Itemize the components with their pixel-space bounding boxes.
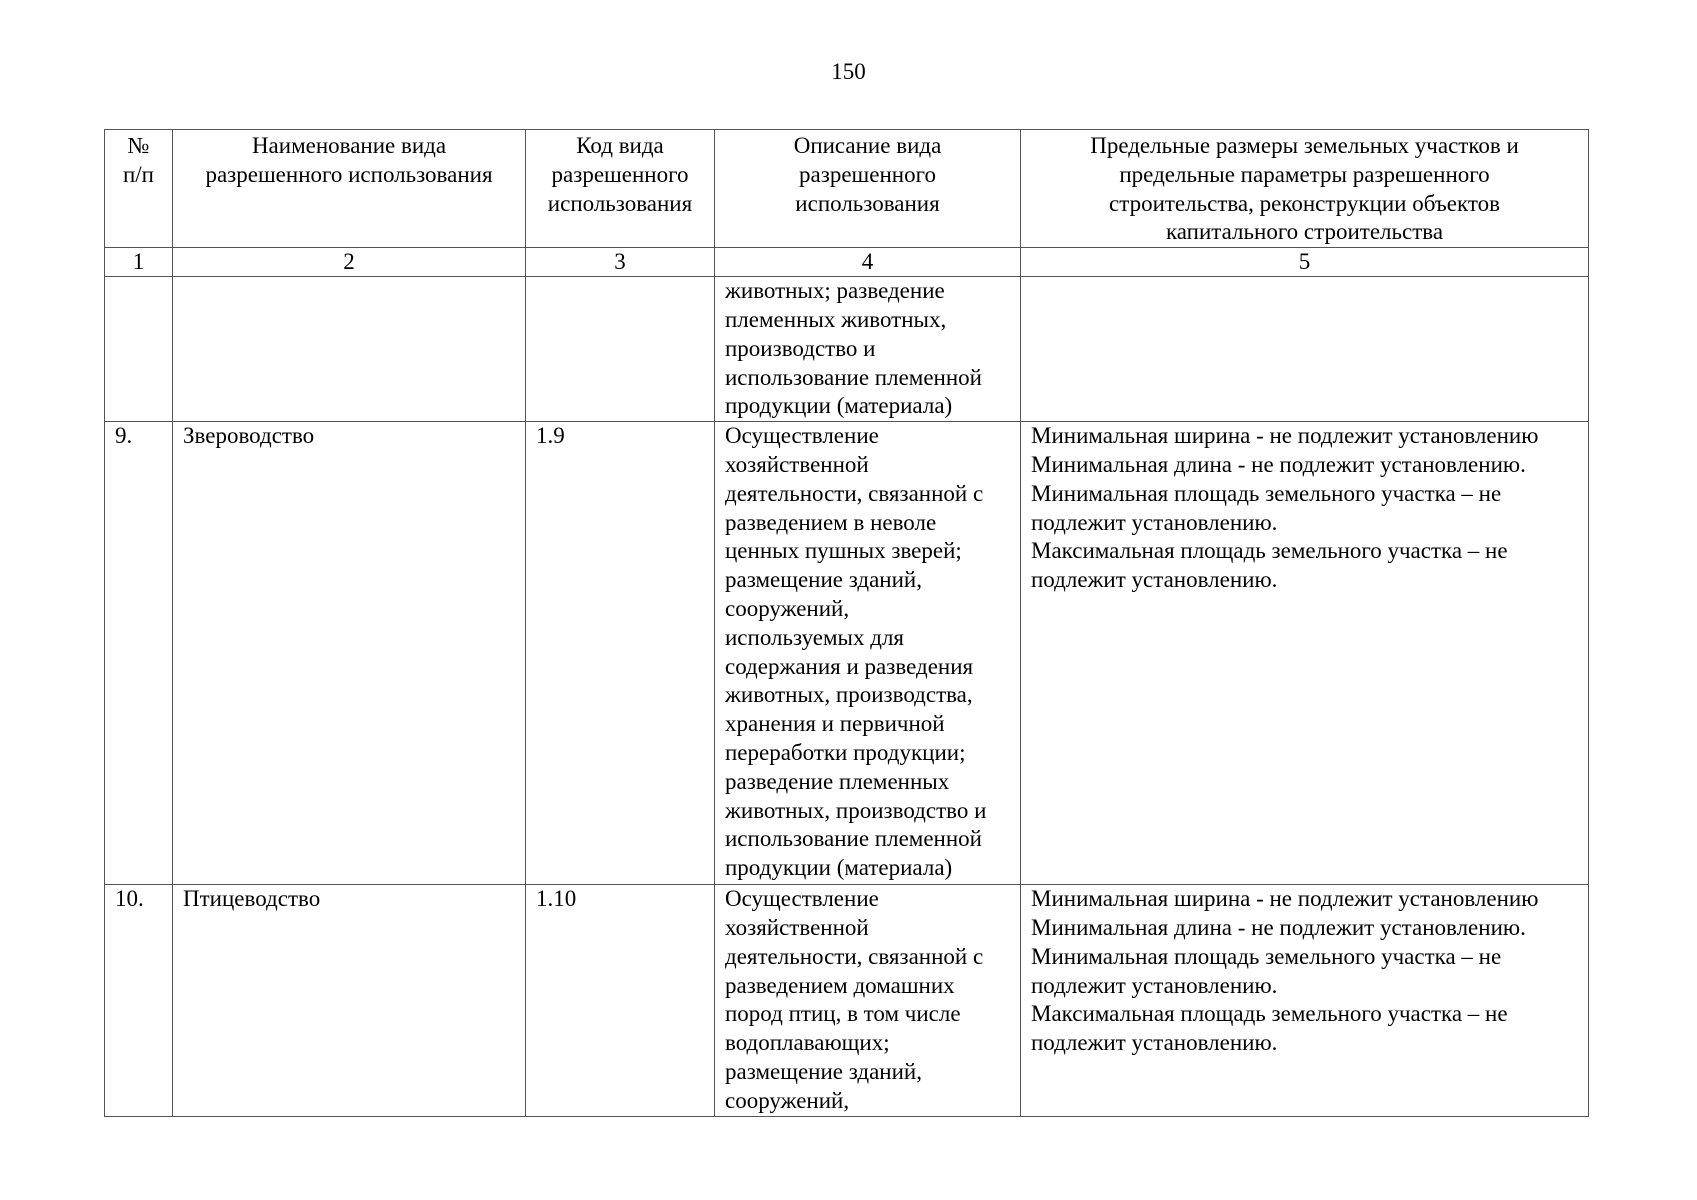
description-line: Осуществление xyxy=(725,886,879,912)
description-line: сооружений, xyxy=(725,595,850,621)
row-use-code: 1.9 xyxy=(526,422,715,885)
column-number: 3 xyxy=(526,248,715,277)
row-number: 9. xyxy=(105,422,173,885)
header-line: разрешенного xyxy=(799,161,936,187)
limits-line: Минимальная площадь земельного участка – не xyxy=(1031,480,1502,506)
header-line: капитального строительства xyxy=(1165,219,1444,245)
row-limits xyxy=(1021,277,1589,422)
description-line: переработки продукции; xyxy=(725,739,966,765)
header-line: Предельные размеры земельных участков и xyxy=(1090,133,1519,158)
header-use-name xyxy=(173,130,526,248)
header-line: Наименование вида xyxy=(251,133,447,158)
table-row xyxy=(105,885,1589,1116)
description-line: хозяйственной xyxy=(725,914,869,940)
row-description xyxy=(715,277,1021,422)
description-line: разведением домашних xyxy=(725,972,955,998)
description-line: племенных животных, xyxy=(725,306,947,332)
limits-line: Минимальная длина - не подлежит установлению. xyxy=(1031,451,1526,477)
header-use-description xyxy=(715,130,1021,248)
column-number: 2 xyxy=(173,248,526,277)
description-line: разведением в неволе xyxy=(725,509,937,535)
description-line: ценных пушных зверей; xyxy=(725,538,962,564)
description-line: продукции (материала) xyxy=(725,855,953,881)
limits-line: Максимальная площадь земельного участка – не xyxy=(1031,538,1508,564)
description-line: разведение племенных xyxy=(725,768,950,794)
description-line: хозяйственной xyxy=(725,451,869,477)
description-line: животных, производство и xyxy=(725,797,987,823)
row-use-code: 1.10 xyxy=(526,885,715,1116)
column-number: 1 xyxy=(105,248,173,277)
header-line: использования xyxy=(547,190,693,216)
row-number xyxy=(105,277,173,422)
row-use-code xyxy=(526,277,715,422)
row-limits xyxy=(1021,885,1589,1116)
limits-line: подлежит установлению. xyxy=(1031,567,1278,593)
limits-line: Минимальная длина - не подлежит установлению. xyxy=(1031,914,1526,940)
row-use-name xyxy=(173,277,526,422)
description-line: содержания и разведения xyxy=(725,653,974,679)
limits-line: подлежит установлению. xyxy=(1031,972,1278,998)
description-line: деятельности, связанной с xyxy=(725,943,984,969)
limits-line: Минимальная площадь земельного участка – не xyxy=(1031,943,1502,969)
description-line: хранения и первичной xyxy=(725,711,945,737)
description-line: размещение зданий, xyxy=(725,1058,922,1084)
row-limits xyxy=(1021,422,1589,885)
limits-line: Максимальная площадь земельного участка – не xyxy=(1031,1001,1508,1027)
column-number: 4 xyxy=(715,248,1021,277)
column-number-row xyxy=(105,248,1589,277)
table-row xyxy=(105,422,1589,885)
header-line: строительства, реконструкции объектов xyxy=(1109,190,1500,216)
header-line: предельные параметры разрешенного xyxy=(1119,161,1490,187)
row-description xyxy=(715,422,1021,885)
description-line: используемых для xyxy=(725,624,905,650)
description-line: Осуществление xyxy=(725,423,879,449)
row-use-name: Птицеводство xyxy=(173,885,526,1116)
description-line: деятельности, связанной с xyxy=(725,480,984,506)
limits-line: Минимальная ширина - не подлежит установлению xyxy=(1031,886,1539,912)
description-line: производство и xyxy=(725,335,876,361)
limits-line: подлежит установлению. xyxy=(1031,509,1278,535)
header-line: Код вида xyxy=(576,133,664,158)
table-header-row xyxy=(105,130,1589,248)
limits-line: Минимальная ширина - не подлежит установлению xyxy=(1031,423,1539,449)
page-number: 150 xyxy=(831,59,866,84)
description-line: пород птиц, в том числе xyxy=(725,1001,961,1027)
row-number: 10. xyxy=(105,885,173,1116)
header-number xyxy=(105,130,173,248)
column-number: 5 xyxy=(1021,248,1589,277)
description-line: размещение зданий, xyxy=(725,567,922,593)
row-use-name: Звероводство xyxy=(173,422,526,885)
header-line: Описание вида xyxy=(793,133,942,158)
header-line: разрешенного xyxy=(551,161,689,187)
header-line: № xyxy=(127,133,150,158)
description-line: животных, производства, xyxy=(725,682,973,708)
description-line: использование племенной xyxy=(725,364,982,390)
description-line: водоплавающих; xyxy=(725,1030,890,1056)
header-use-code xyxy=(526,130,715,248)
table-row xyxy=(105,277,1589,422)
limits-line: подлежит установлению. xyxy=(1031,1030,1278,1056)
description-line: продукции (материала) xyxy=(725,393,953,419)
header-line: использования xyxy=(795,190,940,216)
description-line: использование племенной xyxy=(725,826,982,852)
header-limits xyxy=(1021,130,1589,248)
header-line: разрешенного использования xyxy=(205,161,493,187)
land-use-table xyxy=(104,129,1589,1117)
row-description xyxy=(715,885,1021,1116)
description-line: сооружений, xyxy=(725,1087,850,1113)
description-line: животных; разведение xyxy=(725,278,945,304)
header-line: п/п xyxy=(122,161,154,187)
